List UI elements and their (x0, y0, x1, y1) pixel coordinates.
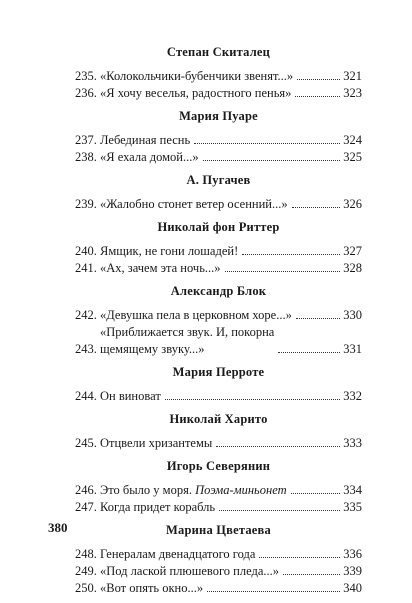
dot-leader (297, 79, 340, 80)
entry-page: 336 (343, 547, 362, 561)
entry-title (100, 482, 287, 499)
entry-number: 247. (75, 500, 97, 514)
entry-title (100, 307, 292, 324)
entry-page: 327 (343, 244, 362, 258)
entry-title-line: «Приближается звук. И, покорна (100, 325, 275, 339)
entry-number: 245. (75, 436, 97, 450)
entry-page: 332 (343, 389, 362, 403)
entry-title (100, 499, 215, 516)
page-number: 380 (48, 520, 68, 535)
toc-entry (75, 435, 362, 452)
entry-page: 340 (343, 581, 362, 595)
entry-number: 235. (75, 69, 97, 83)
entry-page: 326 (343, 197, 362, 211)
toc-entry (75, 196, 362, 213)
author-section (75, 172, 362, 213)
author-section (75, 283, 362, 358)
author-heading: А. Пугачев (186, 173, 251, 187)
dot-leader (296, 318, 340, 319)
toc-entry (75, 482, 362, 499)
toc-entry (75, 499, 362, 516)
entry-number: 237. (75, 133, 97, 147)
dot-leader (203, 160, 341, 161)
entry-page: 328 (343, 261, 362, 275)
entry-number: 242. (75, 308, 97, 322)
dot-leader (292, 207, 341, 208)
entry-title-text: Ямщик, не гони лошадей! (100, 244, 239, 258)
dot-leader (291, 493, 341, 494)
entry-title-text: Это было у моря. (100, 483, 196, 497)
entry-title-text: Он виноват (100, 389, 161, 403)
toc-entry (75, 563, 362, 580)
dot-leader (283, 574, 340, 575)
entry-page: 325 (343, 150, 362, 164)
author-section (75, 108, 362, 166)
entry-page: 334 (343, 483, 362, 497)
entry-title (100, 196, 288, 213)
entry-title (100, 149, 199, 166)
author-section (75, 44, 362, 102)
dot-leader (278, 352, 340, 353)
entry-number: 236. (75, 86, 97, 100)
toc-entry (75, 580, 362, 597)
entry-title-text: Лебединая песнь (100, 133, 191, 147)
entry-page: 331 (343, 342, 362, 356)
toc-entry (75, 132, 362, 149)
entry-title-text: Когда придет корабль (100, 500, 216, 514)
entry-number: 239. (75, 197, 97, 211)
author-heading: Марина Цветаева (166, 523, 271, 537)
dot-leader (194, 143, 340, 144)
entry-page: 324 (343, 133, 362, 147)
author-section (75, 219, 362, 277)
toc-entry (75, 85, 362, 102)
toc-entry (75, 149, 362, 166)
entry-title-text: «Девушка пела в церковном хоре...» (100, 308, 292, 322)
entry-number: 246. (75, 483, 97, 497)
entry-title (100, 260, 221, 277)
dot-leader (216, 446, 340, 447)
author-section (75, 522, 362, 597)
entry-title (100, 563, 279, 580)
dot-leader (207, 591, 340, 592)
toc-entry (75, 68, 362, 85)
entry-title (100, 388, 161, 405)
entry-title (100, 132, 190, 149)
entry-title (100, 546, 255, 563)
entry-title-subtitle: Поэма-миньонет (195, 483, 287, 497)
author-heading: Игорь Северянин (166, 459, 271, 473)
dot-leader (165, 399, 340, 400)
entry-title-line: щемящему звуку...» (100, 342, 205, 356)
toc-entry (75, 243, 362, 260)
entry-number: 243. (75, 342, 97, 356)
dot-leader (242, 254, 340, 255)
table-of-contents (75, 44, 362, 603)
entry-title (100, 243, 238, 260)
entry-page: 323 (343, 86, 362, 100)
entry-number: 244. (75, 389, 97, 403)
author-heading: Николай Харито (169, 412, 268, 426)
entry-number: 249. (75, 564, 97, 578)
entry-title-text: «Колокольчики-бубенчики звенят...» (100, 69, 294, 83)
entry-title-text: Генералам двенадцатого года (100, 547, 256, 561)
entry-title-text: «Я хочу веселья, радостного пенья» (100, 86, 292, 100)
toc-entry (75, 324, 362, 358)
author-heading: Мария Пуаре (179, 109, 258, 123)
entry-title-text: «Вот опять окно...» (100, 581, 204, 595)
entry-page: 321 (343, 69, 362, 83)
entry-title (100, 85, 291, 102)
author-section (75, 411, 362, 452)
entry-title-text: «Жалобно стонет ветер осенний...» (100, 197, 288, 211)
author-heading: Николай фон Риттер (157, 220, 280, 234)
entry-page: 335 (343, 500, 362, 514)
author-heading: Александр Блок (170, 284, 267, 298)
dot-leader (259, 557, 340, 558)
entry-title (100, 68, 293, 85)
entry-title-text: «Я ехала домой...» (100, 150, 199, 164)
toc-entry (75, 388, 362, 405)
entry-title-text: Отцвели хризантемы (100, 436, 213, 450)
entry-number: 238. (75, 150, 97, 164)
entry-title (100, 324, 274, 358)
entry-page: 333 (343, 436, 362, 450)
dot-leader (295, 96, 340, 97)
entry-number: 241. (75, 261, 97, 275)
entry-page: 339 (343, 564, 362, 578)
author-section (75, 458, 362, 516)
author-heading: Степан Скиталец (166, 45, 271, 59)
toc-entry (75, 307, 362, 324)
entry-page: 330 (343, 308, 362, 322)
dot-leader (219, 510, 340, 511)
author-section (75, 364, 362, 405)
toc-entry (75, 546, 362, 563)
entry-title (100, 435, 212, 452)
author-heading: Мария Перроте (172, 365, 265, 379)
entry-number: 250. (75, 581, 97, 595)
entry-title (100, 580, 203, 597)
dot-leader (225, 271, 341, 272)
toc-entry (75, 260, 362, 277)
entry-title-text: «Ах, зачем эта ночь...» (100, 261, 221, 275)
entry-number: 240. (75, 244, 97, 258)
entry-number: 248. (75, 547, 97, 561)
entry-title-text: «Под лаской плюшевого пледа...» (100, 564, 280, 578)
